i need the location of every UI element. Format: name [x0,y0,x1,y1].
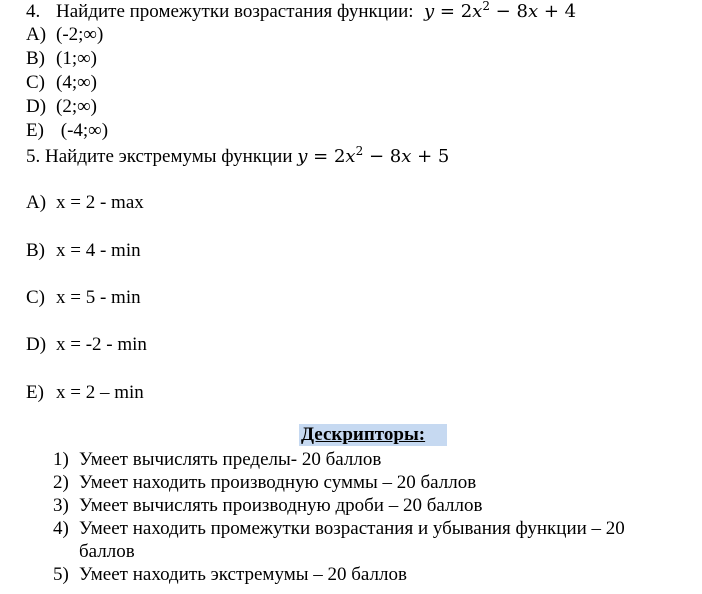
q5-option-a [26,192,144,214]
q4-option-e [26,120,108,142]
descriptor-number: 1) [53,449,69,470]
descriptor-text: Умеет вычислять пределы- 20 баллов [79,449,382,470]
descriptor-text: Умеет вычислять производную дроби – 20 баллов [79,495,483,516]
option-letter: D) [26,334,47,355]
question-4-number: 4. [26,1,41,22]
option-letter: C) [26,72,45,93]
q5-option-d [26,334,147,356]
descriptor-text: Умеет находить промежутки возрастания и убывания функции – 20 баллов [79,518,625,562]
q5-option-b [26,240,141,262]
q4-option-a [26,24,103,46]
option-value: x = -2 - min [56,334,147,355]
descriptors-list [53,448,693,586]
question-5-formula: $y = 2x^2 - 8x + 5$ [297,144,450,167]
option-letter: A) [26,24,47,45]
option-letter: E) [26,120,44,141]
option-value: (2;∞) [56,96,97,117]
question-4-formula: $y = 2x^2 - 8x + 4$ [424,0,577,22]
question-5-number: 5. [26,146,41,167]
descriptor-item [53,517,693,563]
option-value: x = 4 - min [56,240,141,261]
descriptor-number: 5) [53,564,69,585]
descriptor-item [53,448,693,471]
descriptor-item [53,494,693,517]
q4-option-c [26,72,97,94]
option-letter: D) [26,96,47,117]
q5-option-c [26,287,141,309]
descriptor-number: 3) [53,495,69,516]
question-4 [26,1,576,23]
descriptor-text: Умеет находить производную суммы – 20 баллов [79,472,477,493]
option-value: x = 2 – min [56,382,144,403]
option-letter: C) [26,287,45,308]
option-value: (-4;∞) [56,120,109,141]
q4-option-b [26,48,97,70]
option-value: (1;∞) [56,48,97,69]
option-letter: A) [26,192,47,213]
q4-option-d [26,96,97,118]
question-5 [26,146,449,168]
question-5-text: Найдите экстремумы функции [45,146,293,167]
option-value: x = 2 - max [56,192,144,213]
option-value: (4;∞) [56,72,97,93]
descriptor-item [53,471,693,494]
option-letter: B) [26,48,45,69]
option-value: x = 5 - min [56,287,141,308]
q5-option-e [26,382,144,404]
question-4-text: Найдите промежутки возрастания функции: [56,1,414,22]
option-value: (-2;∞) [56,24,104,45]
descriptor-number: 2) [53,472,69,493]
descriptor-number: 4) [53,518,69,539]
descriptor-item [53,563,693,586]
option-letter: E) [26,382,44,403]
option-letter: B) [26,240,45,261]
descriptors-title: Дескрипторы: [299,424,447,446]
descriptor-text: Умеет находить экстремумы – 20 баллов [79,564,407,585]
